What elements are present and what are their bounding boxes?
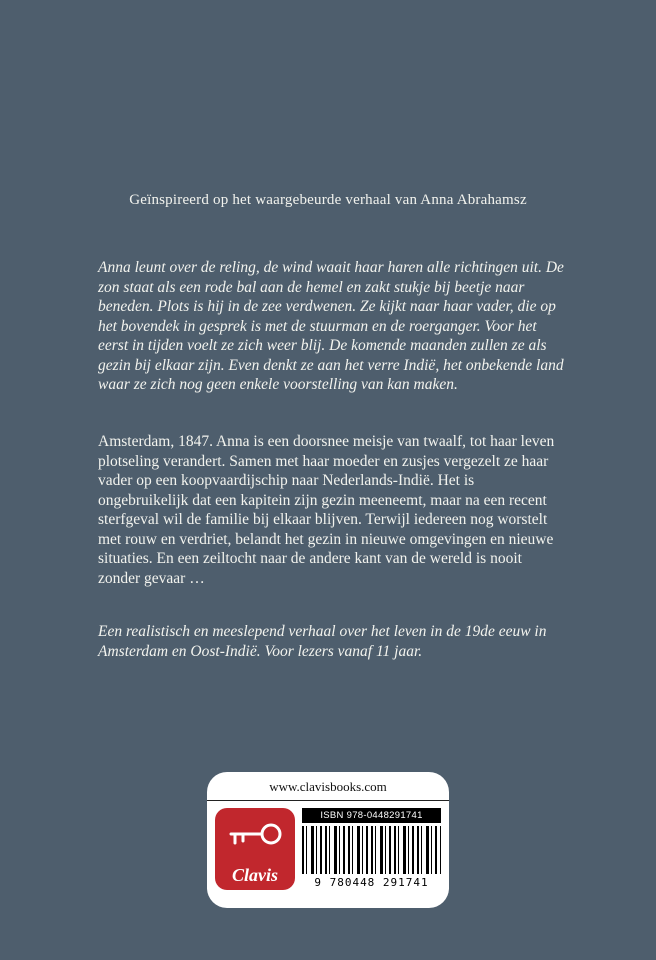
- publisher-website: www.clavisbooks.com: [207, 772, 449, 801]
- isbn-label: ISBN 978-0448291741: [302, 808, 441, 823]
- cover-tagline: Geïnspireerd op het waargebeurde verhaal van Anna Abrahamsz: [129, 192, 527, 208]
- synopsis-paragraph: Amsterdam, 1847. Anna is een doorsnee meisje van twaalf, tot haar leven plotseling verandert. Samen met haar moeder en zusjes vergezelt ze haar vader op een koopvaardijschip naar Nederlands-Indië. Het is ongebruikelijk dat een kapitein zijn gezin meeneemt, maar na een recent sterfgeval wil de familie bij elkaar blijven. Terwijl iedereen nog worstelt met rouw en verdriet, belandt het gezin in nieuwe omgevingen en nieuwe situaties. En een zeiltocht naar de andere kant van de wereld is nooit zonder gevaar …: [98, 433, 555, 587]
- clavis-logo-text: Clavis: [231, 865, 278, 885]
- teaser-paragraph: Anna leunt over de reling, de wind waait haar haren alle richtingen uit. De zon staat als een rode bal aan de hemel en zakt stukje bij beetje naar beneden. Plots is hij in de zee verdwenen. Ze kijkt naar haar vader, die op het bovendek in gesprek is met de stuurman en de roerganger. Voor het eerst in tijden voelt ze zich weer blij. De komende maanden zullen ze als gezin bij elkaar zijn. Even denkt ze aan het verre Indië, het onbekende land waar ze zich nog geen enkele voorstelling van kan maken.: [98, 259, 564, 393]
- clavis-logo: [215, 808, 295, 890]
- key-icon: [225, 820, 285, 854]
- barcode-block: [302, 808, 441, 890]
- audience-note-paragraph: Een realistisch en meeslepend verhaal over het leven in de 19de eeuw in Amsterdam en Oost-Indië. Voor lezers vanaf 11 jaar.: [98, 623, 547, 660]
- barcode: [302, 826, 441, 874]
- isbn-digits: 9 780448 291741: [314, 876, 429, 889]
- publisher-isbn-box: [207, 772, 449, 908]
- publisher-box-row: [207, 801, 449, 898]
